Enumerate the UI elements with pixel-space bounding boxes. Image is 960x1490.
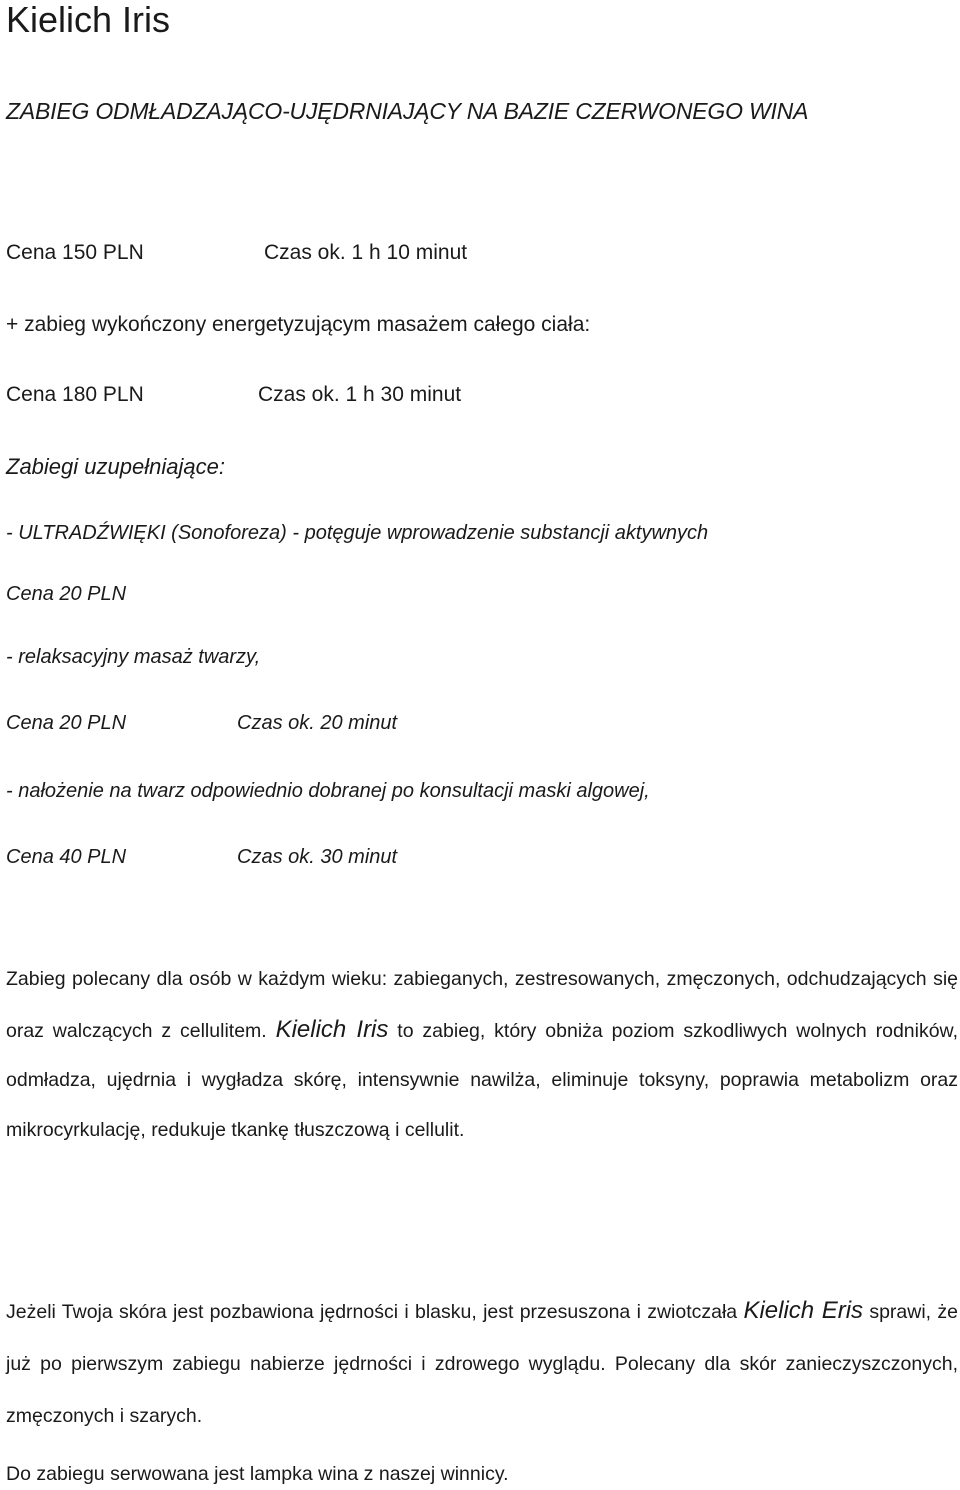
supplement-item-label: - relaksacyjny masaż twarzy,: [6, 646, 261, 668]
supplement-item-label: - ULTRADŹWIĘKI (Sonoforeza) - potęguje wprowadzenie substancji aktywnych: [6, 522, 709, 544]
description-text: to zabieg, który obniża poziom szkodliwych wolnych rodników, odmładza, ujędrnia i wygładza skórę, intensywnie nawilża, eliminuje toksyny, poprawia metabolizm oraz mikrocyrkulację, redukuje tkankę tłuszczową i cellulit.: [6, 1019, 958, 1141]
extension-label: + zabieg wykończony energetyzującym masażem całego ciała:: [6, 313, 591, 336]
supplement-item-label: - nałożenie na twarz odpowiednio dobranej po konsultacji maski algowej,: [6, 780, 650, 802]
main-offer-time: Czas ok. 1 h 10 minut: [264, 241, 468, 264]
extension-price: Cena 180 PLN: [6, 383, 144, 406]
supplement-item-row: [6, 709, 398, 737]
brand-name: Kielich Iris: [275, 1015, 389, 1043]
recommendation-paragraph: [6, 1285, 958, 1442]
main-offer-price: Cena 150 PLN: [6, 241, 144, 264]
description-paragraph: [6, 955, 958, 1155]
supplement-item-price: Cena 20 PLN: [6, 712, 127, 734]
closing-note: Do zabiegu serwowana jest lampka wina z naszej winnicy.: [6, 1463, 509, 1485]
extension-time: Czas ok. 1 h 30 minut: [258, 383, 462, 406]
extension-offer-row: [6, 381, 462, 409]
supplement-item-price: Cena 40 PLN: [6, 846, 127, 868]
description-text: Zabieg polecany dla osób w każdym wieku: zabieganych, zestresowanych, zmęczonych, odchudzających się oraz walczących z cellulitem.: [6, 968, 958, 1042]
recommendation-text: sprawi, że już po pierwszym zabiegu nabierze jędrności i zdrowego wyglądu. Polecany dla skór zanieczyszczonych, zmęczonych i szarych.: [6, 1301, 958, 1427]
treatment-subtitle: ZABIEG ODMŁADZAJĄCO-UJĘDRNIAJĄCY NA BAZIE CZERWONEGO WINA: [6, 98, 809, 124]
supplement-item-price: Cena 20 PLN: [6, 583, 127, 605]
supplement-item-row: [6, 843, 398, 871]
supplementary-heading: Zabiegi uzupełniające:: [6, 454, 225, 479]
supplement-item-time: Czas ok. 20 minut: [237, 712, 398, 734]
recommendation-text: Jeżeli Twoja skóra jest pozbawiona jędrności i blasku, jest przesuszona i zwiotczała: [6, 1301, 738, 1323]
main-offer-row: [6, 239, 468, 267]
brand-name: Kielich Eris: [743, 1297, 864, 1324]
page-title: Kielich Iris: [6, 0, 171, 40]
supplement-item-time: Czas ok. 30 minut: [237, 846, 398, 868]
